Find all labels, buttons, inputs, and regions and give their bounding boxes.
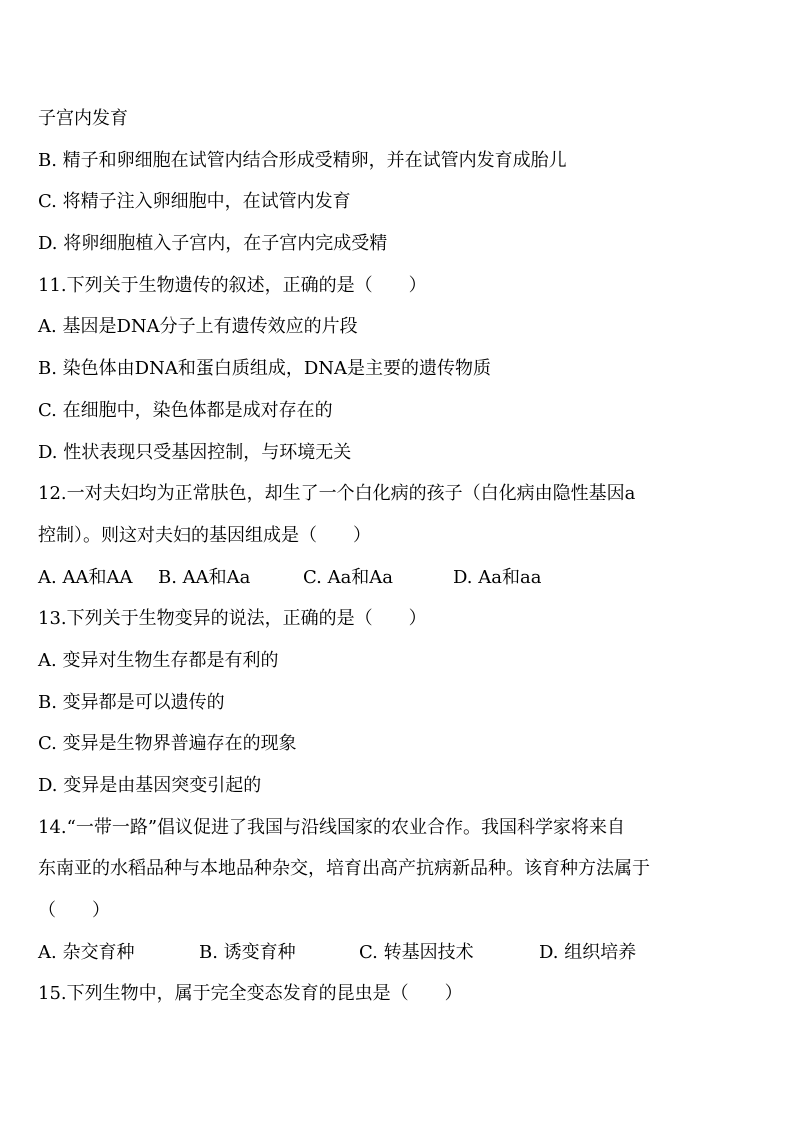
option-d-q13: D. 变异是由基因突变引起的	[38, 775, 262, 796]
option-c-q14: C. 转基因技术	[359, 941, 474, 963]
question-13: 13.下列关于生物变异的说法，正确的是（ ）	[38, 608, 427, 630]
options-q12	[38, 557, 758, 599]
option-b-q14: B. 诱变育种	[199, 941, 296, 963]
question-14-line-1: 14.“一带一路”倡议促进了我国与沿线国家的农业合作。我国科学家将来自	[38, 816, 626, 838]
option-a-q14: A. 杂交育种	[38, 941, 135, 963]
option-d-q12: D. Aa和aa	[453, 566, 542, 588]
question-12-line-2: 控制）。则这对夫妇的基因组成是（ ）	[38, 524, 371, 546]
question-14-line-2: 东南亚的水稻品种与本地品种杂交，培育出高产抗病新品种。该育种方法属于	[38, 858, 650, 880]
question-12-line-1: 12.一对夫妇均为正常肤色，却生了一个白化病的孩子（白化病由隐性基因a	[38, 483, 636, 505]
question-14-line-3: （ ）	[38, 900, 110, 922]
option-b-q11: B. 染色体由DNA和蛋白质组成，DNA是主要的遗传物质	[38, 358, 492, 380]
option-d-q10: D. 将卵细胞植入子宫内，在子宫内完成受精	[38, 233, 388, 255]
option-b-q10: B. 精子和卵细胞在试管内结合形成受精卵，并在试管内发育成胎儿	[38, 149, 567, 171]
option-c-q11: C. 在细胞中，染色体都是成对存在的	[38, 399, 333, 421]
text-line: 子宫内发育	[38, 108, 128, 129]
options-q14	[38, 932, 758, 974]
option-b-q13: B. 变异都是可以遗传的	[38, 691, 225, 713]
option-a-q11: A. 基因是DNA分子上有遗传效应的片段	[38, 316, 358, 338]
option-b-q12: B. AA和Aa	[158, 566, 251, 588]
question-11: 11.下列关于生物遗传的叙述，正确的是（ ）	[38, 274, 427, 296]
option-c-q10: C. 将精子注入卵细胞中，在试管内发育	[38, 191, 351, 213]
option-d-q14: D. 组织培养	[539, 941, 637, 963]
option-c-q12: C. Aa和Aa	[303, 566, 394, 588]
question-15: 15.下列生物中，属于完全变态发育的昆虫是（ ）	[38, 983, 463, 1005]
option-a-q13: A. 变异对生物生存都是有利的	[38, 649, 279, 671]
option-a-q12: A. AA和AA	[38, 566, 133, 588]
option-c-q13: C. 变异是生物界普遍存在的现象	[38, 733, 297, 755]
option-d-q11: D. 性状表现只受基因控制，与环境无关	[38, 441, 352, 463]
document-page	[38, 98, 758, 1015]
